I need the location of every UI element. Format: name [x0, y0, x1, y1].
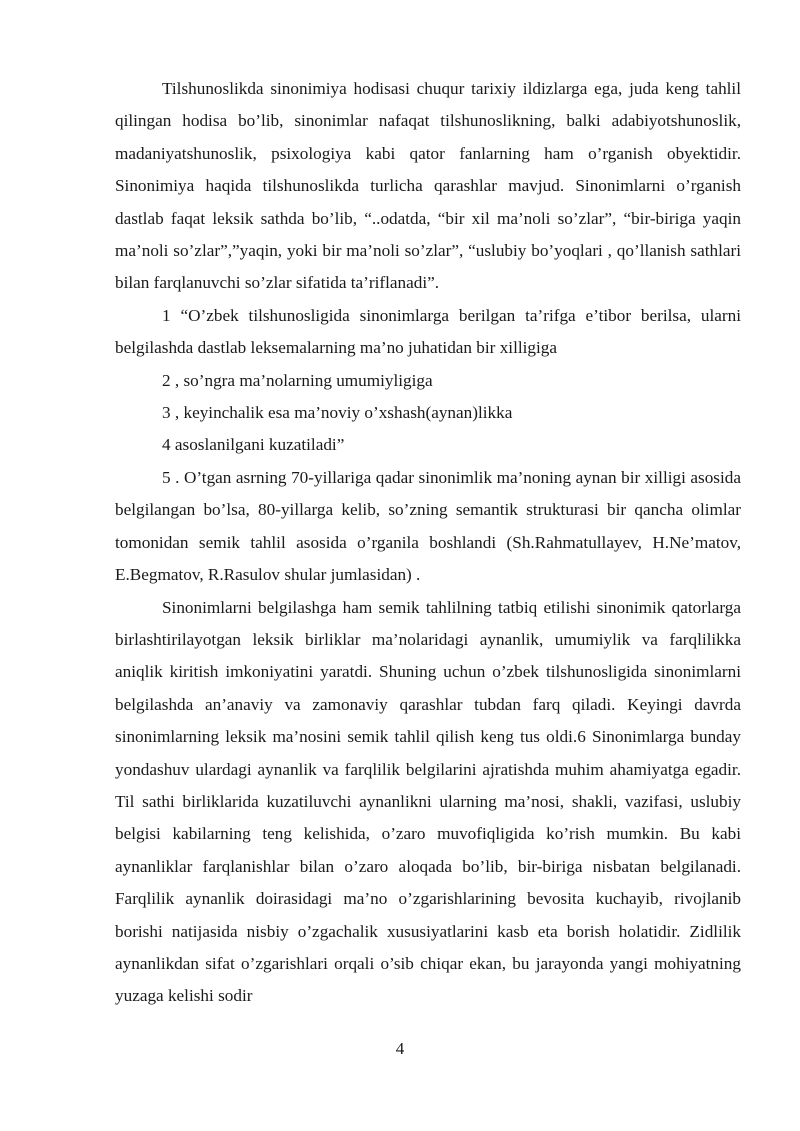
document-body [115, 73, 741, 1013]
paragraph-note-5: 5 . O’tgan asrning 70-yillariga qadar sinonimlik ma’noning aynan bir xilligi asosida belgilangan bo’lsa, 80-yillarga kelib, so’zning semantik strukturasi bir qancha olimlar tomonidan semik tahlil asosida o’rganila boshlandi (Sh.Rahmatullayev, H.Ne’matov, E.Begmatov, R.Rasulov shular jumlasidan) . [115, 467, 741, 585]
paragraph-semik-tahlil: Sinonimlarni belgilashga ham semik tahlilning tatbiq etilishi sinonimik qatorlarga birlashtirilayotgan leksik birliklar ma’nolaridagi aynanlik, umumiylik va farqlilikka aniqlik kiritish imkoniyatini yaratdi. Shuning uchun o’zbek tilshunosligida sinonimlarni belgilashda an’anaviy va zamonaviy qarashlar tubdan farq qiladi. Keyingi davrda sinonimlarning leksik ma’nosini semik tahlil qilish keng tus oldi.6 Sinonimlarga bunday yondashuv ulardagi aynanlik va farqlilik belgilarini ajratishda muhim ahamiyatga egadir. Til sathi birliklarida kuzatiluvchi aynanlikni ularning ma’nosi, shakli, vazifasi, uslubiy belgisi kabilarning teng kelishida, o’zaro muvofiqligida ko’rish mumkin. Bu kabi aynanliklar farqlanishlar bilan o’zaro aloqada bo’lib, bir-biriga nisbatan belgilanadi. Farqlilik aynanlik doirasidagi ma’no o’zgarishlarining bevosita kuchayib, rivojlanib borishi natijasida nisbiy o’zgachalik xususiyatlarini kasb eta borish holatidir. Zidlilik aynanlikdan sifat o’zgarishlari orqali o’sib chiqar ekan, bu jarayonda yangi mohiyatning yuzaga kelishi sodir [115, 597, 741, 1006]
paragraph-note-4: 4 asoslanilgani kuzatiladi” [162, 435, 345, 455]
paragraph-note-3: 3 , keyinchalik esa ma’noviy o’xshash(aynan)likka [162, 403, 513, 423]
paragraph-note-2: 2 , so’ngra ma’nolarning umumiyligiga [162, 370, 433, 390]
page-number: 4 [395, 1039, 405, 1058]
paragraph-sinonimiya-intro: Tilshunoslikda sinonimiya hodisasi chuqur tarixiy ildizlarga ega, juda keng tahlil qilingan hodisa bo’lib, sinonimlar nafaqat tilshunoslikning, balki adabiyotshunoslik, madaniyatshunoslik, psixologiya kabi qator fanlarning ham o’rganish obyektidir. Sinonimiya haqida tilshunoslikda turlicha qarashlar mavjud. Sinonimlarni o’rganish dastlab faqat leksik sathda bo’lib, “..odatda, “bir xil ma’noli so’zlar”, “bir-biriga yaqin ma’noli so’zlar”,”yaqin, yoki bir ma’noli so’zlar”, “uslubiy bo’yoqlari , qo’llanish sathlari bilan farqlanuvchi so’zlar sifatida ta’riflanadi”. [115, 79, 741, 293]
paragraph-note-1: 1 “O’zbek tilshunosligida sinonimlarga berilgan ta’rifga e’tibor berilsa, ularni belgilashda dastlab leksemalarning ma’no juhatidan bir xilligiga [115, 305, 741, 358]
